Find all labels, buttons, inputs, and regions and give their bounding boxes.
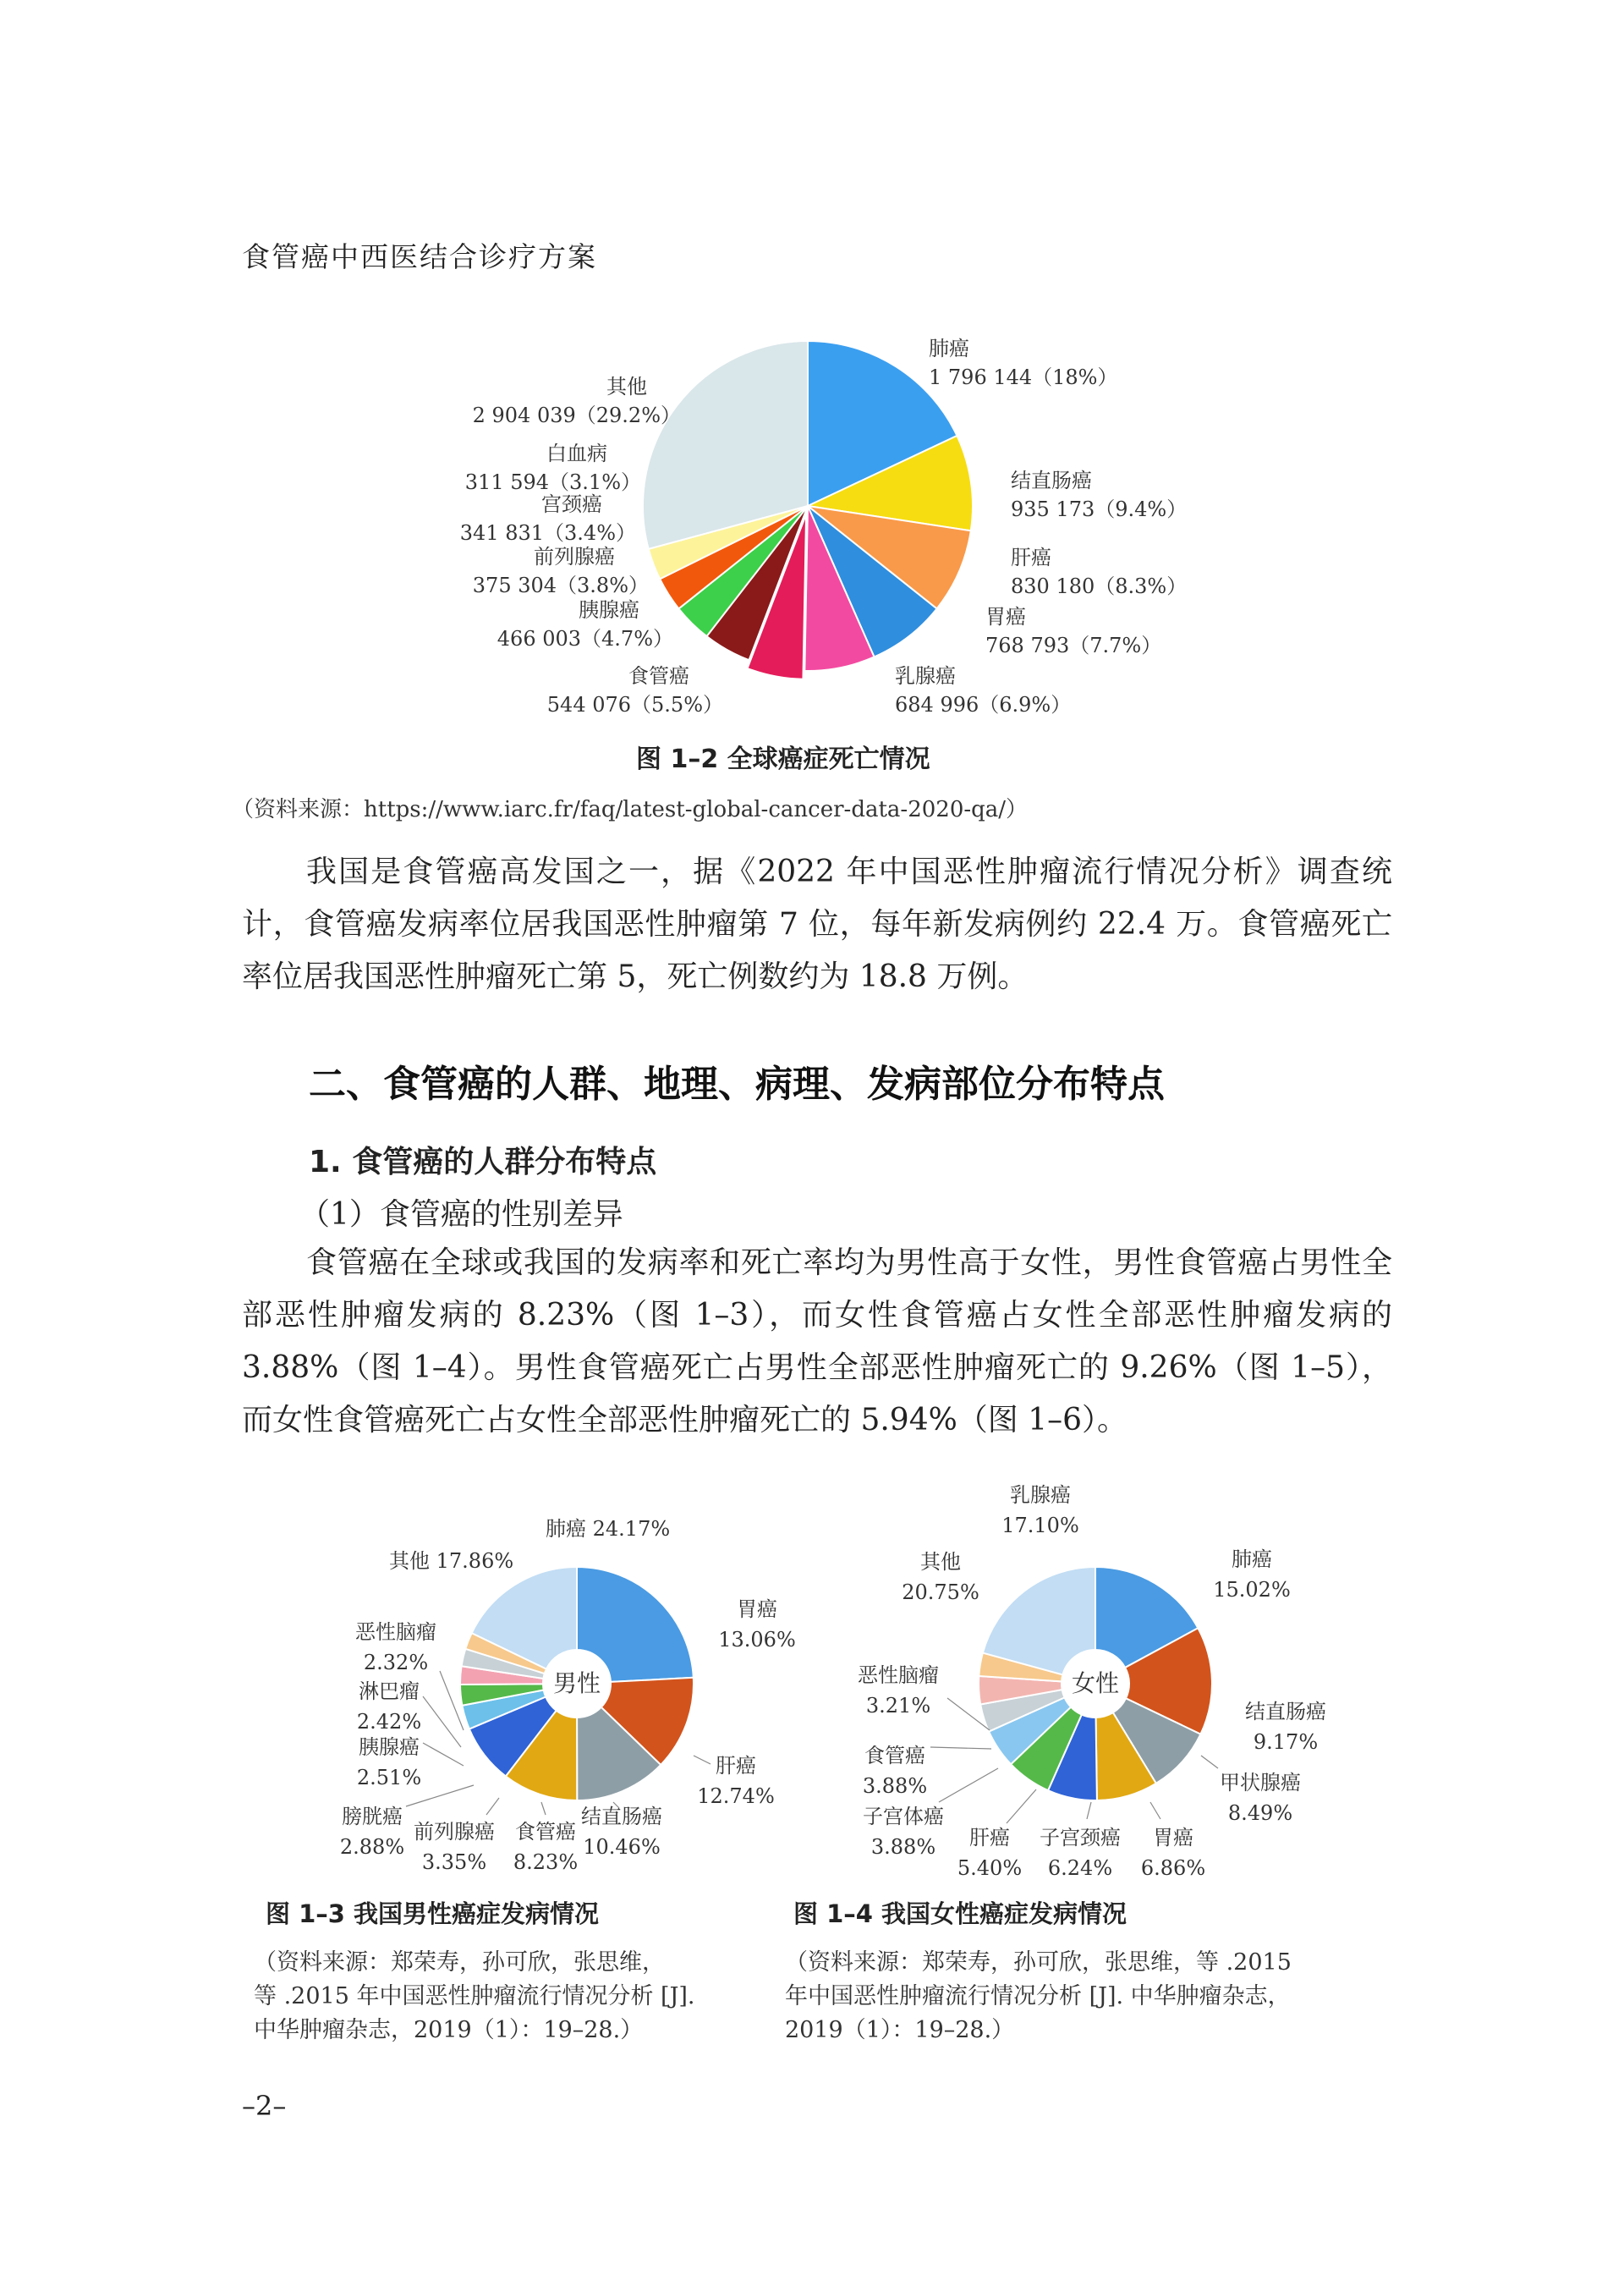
fig2-label-name: 乳腺癌 [895,664,956,688]
donut-label-name: 结直肠癌 [581,1805,662,1828]
fig2-label-value: 466 003（4.7%） [497,627,673,651]
fig2-label-name: 其他 [606,375,647,398]
paragraph-2-text: 食管癌在全球或我国的发病率和死亡率均为男性高于女性，男性食管癌占男性全部恶性肿瘤发病的 8.23%（图 1–3），而女性食管癌占女性全部恶性肿瘤发病的 3.88%（图 1–4）。男性食管癌死亡占男性全部恶性肿瘤死亡的 9.26%（图 1–5），而女性食管癌死亡占女性全部恶性肿瘤死亡的 5.94%（图 1–6）。 [242,1245,1392,1437]
fig2-label-value: 1 796 144（18%） [929,366,1118,389]
fig2-label-value: 311 594（3.1%） [464,470,641,494]
fig2-label-name: 白血病 [546,442,607,465]
leader-line [486,1798,499,1815]
leader-line [930,1747,991,1749]
donut-label-value: 2.88% [339,1835,405,1859]
running-header: 食管癌中西医结合诊疗方案 [242,240,597,273]
figure-1-4-caption: 图 1–4 我国女性癌症发病情况 [793,1899,1127,1928]
donut-label-name: 胰腺癌 [359,1735,420,1759]
donut-label-value: 15.02% [1213,1578,1291,1602]
fig2-label-name: 肝癌 [1011,546,1051,569]
page-number: –2– [242,2090,287,2122]
figure-1-3-1-4-donuts [0,1476,1624,1891]
fig2-label-name: 宫颈癌 [541,492,602,516]
donut-label: 肺癌 24.17% [546,1517,671,1541]
figure-1-2-source: （资料来源：https://www.iarc.fr/faq/latest-global-cancer-data-2020-qa/） [232,797,1029,822]
donut-label-name: 胃癌 [737,1597,777,1621]
donut-label-value: 2.32% [363,1651,429,1674]
fig2-label-name: 食管癌 [628,664,689,688]
paragraph-1-text: 我国是食管癌高发国之一，据《2022 年中国恶性肿瘤流行情况分析》调查统计，食管癌发病率位居我国恶性肿瘤第 7 位，每年新发病例约 22.4 万。食管癌死亡率位居我国恶性肿瘤死亡第 5，死亡例数约为 18.8 万例。 [242,855,1392,994]
donut-label-name: 肝癌 [716,1754,756,1778]
figure-1-2-pie [0,322,1624,736]
fig4-center-label: 女性 [1071,1669,1120,1697]
fig2-label-value: 341 831（3.4%） [459,521,636,545]
donut-label-value: 2.42% [356,1710,422,1734]
donut-label-value: 3.21% [865,1694,931,1718]
donut-label-name: 恶性脑瘤 [858,1663,939,1687]
leader-line [694,1756,710,1764]
donut-label-name: 子宫颈癌 [1040,1826,1121,1850]
paragraph-2 [242,1237,1392,1447]
fig2-label-value: 375 304（3.8%） [472,574,649,597]
leader-line [1087,1802,1091,1819]
figure-1-3-caption: 图 1–3 我国男性癌症发病情况 [266,1899,600,1928]
fig2-label-value: 830 180（8.3%） [1011,574,1188,598]
donut-label-value: 10.46% [583,1835,661,1859]
donut-label-name: 甲状腺癌 [1220,1771,1301,1795]
donut-label-name: 其他 [920,1550,961,1574]
donut-label-value: 12.74% [697,1784,775,1808]
donut-label-value: 3.88% [862,1774,928,1798]
donut-label-name: 恶性脑瘤 [355,1620,436,1644]
donut-label-name: 肺癌 [1232,1547,1272,1571]
figure-1-4-source [785,1946,1292,2047]
donut-label-value: 5.40% [957,1856,1023,1880]
donut-label-value: 6.24% [1047,1856,1113,1880]
leader-line [423,1743,464,1766]
fig4-source-line: 2019（1）：19–28.） [785,2017,1015,2043]
fig2-label-name: 胰腺癌 [579,598,639,622]
fig3-source-line: 中华肿瘤杂志，2019（1）：19–28.） [254,2017,644,2043]
donut-label: 其他 17.86% [389,1549,514,1573]
donut-label-name: 胃癌 [1153,1826,1193,1850]
fig4-source-line: 年中国恶性肿瘤流行情况分析 [J]. 中华肿瘤杂志， [785,1983,1291,2009]
donut-label-value: 2.51% [356,1766,422,1789]
leader-line [541,1802,546,1815]
donut-label-name: 膀胱癌 [342,1805,403,1828]
leader-line [1201,1756,1218,1768]
paragraph-1 [242,846,1392,1003]
donut-label-value: 13.06% [718,1628,796,1652]
donut-label-name: 淋巴瘤 [359,1679,420,1703]
leader-line [1150,1802,1160,1819]
donut-label-value: 8.23% [513,1850,579,1874]
fig3-center-label: 男性 [552,1669,601,1697]
leader-line [939,1768,998,1802]
fig3-source-line: 等 .2015 年中国恶性肿瘤流行情况分析 [J]. [254,1983,695,2009]
fig2-label-name: 肺癌 [929,337,969,360]
fig3-source-line: （资料来源：郑荣寿，孙可欣，张思维， [254,1949,665,1976]
figure-1-2-caption: 图 1–2 全球癌症死亡情况 [636,745,930,774]
donut-label-value: 20.75% [902,1580,979,1604]
fig2-label-value: 768 793（7.7%） [985,634,1162,657]
donut-label-value: 9.17% [1253,1730,1319,1754]
donut-label-value: 17.10% [1001,1514,1079,1537]
pie-slice-肺癌 [577,1567,694,1682]
donut-label-name: 肝癌 [969,1826,1010,1850]
fig2-label-value: 2 904 039（29.2%） [472,404,681,427]
section-title: 二、食管癌的人群、地理、病理、发病部位分布特点 [309,1063,1165,1106]
subsubsection-title: （1）食管癌的性别差异 [299,1197,623,1232]
subsection-title: 1. 食管癌的人群分布特点 [309,1145,657,1179]
donut-label-value: 3.35% [421,1850,487,1874]
donut-label-value: 3.88% [870,1835,936,1859]
fig2-label-name: 前列腺癌 [534,545,615,569]
figure-1-3-source [254,1946,695,2047]
fig2-label-name: 胃癌 [985,605,1026,629]
leader-line [423,1696,461,1747]
donut-label-value: 8.49% [1227,1801,1293,1825]
leader-line [1007,1789,1036,1823]
fig4-source-line: （资料来源：郑荣寿，孙可欣，张思维，等 .2015 [785,1949,1292,1976]
fig2-label-name: 结直肠癌 [1011,469,1092,492]
donut-label-name: 前列腺癌 [414,1820,495,1844]
fig2-label-value: 544 076（5.5%） [546,693,723,717]
donut-label-name: 子宫体癌 [863,1805,944,1828]
donut-label-name: 食管癌 [515,1820,576,1844]
donut-label-name: 结直肠癌 [1245,1700,1326,1723]
fig2-label-value: 935 173（9.4%） [1011,497,1188,521]
donut-label-name: 食管癌 [864,1744,925,1767]
fig2-label-value: 684 996（6.9%） [895,693,1072,717]
donut-label-name: 乳腺癌 [1010,1483,1071,1507]
donut-label-value: 6.86% [1140,1856,1206,1880]
